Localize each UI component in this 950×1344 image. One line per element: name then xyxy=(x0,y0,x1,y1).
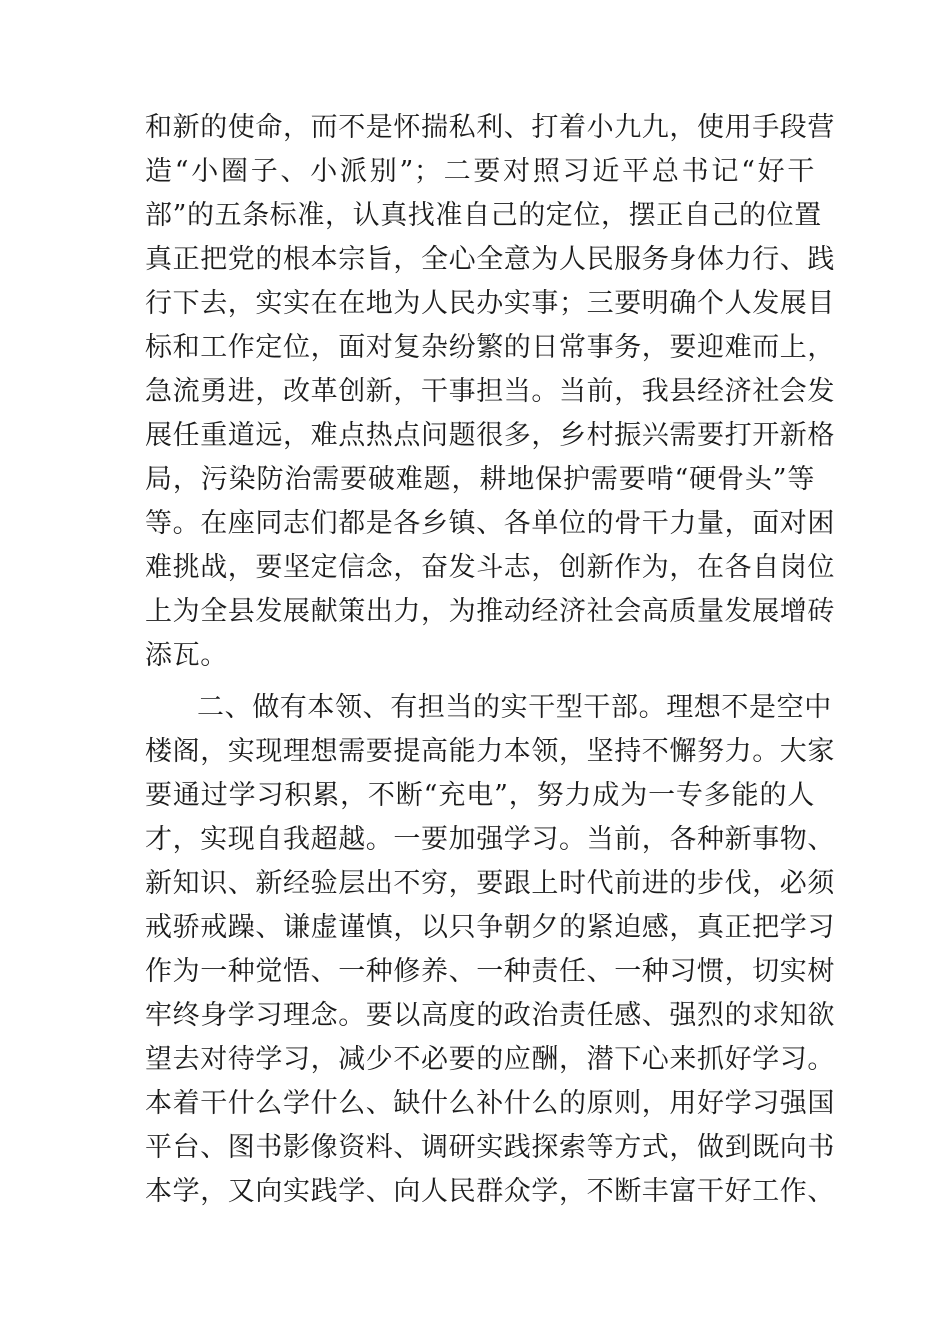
text-line: 行下去，实实在在地为人民办实事；三要明确个人发展目 xyxy=(145,288,835,319)
text-line: 和新的使命，而不是怀揣私利、打着小九九，使用手段营 xyxy=(145,112,835,143)
text-line: 戒骄戒躁、谦虚谨慎，以只争朝夕的紧迫感，真正把学习 xyxy=(145,912,835,943)
text-line: 本着干什么学什么、缺什么补什么的原则，用好学习强国 xyxy=(145,1088,835,1119)
text-line: 展任重道远，难点热点问题很多，乡村振兴需要打开新格 xyxy=(145,420,835,451)
text-line: 牢终身学习理念。要以高度的政治责任感、强烈的求知欲 xyxy=(145,1000,835,1031)
text-line: 新知识、新经验层出不穷，要跟上时代前进的步伐，必须 xyxy=(145,868,835,899)
text-line: 楼阁，实现理想需要提高能力本领，坚持不懈努力。大家 xyxy=(145,736,835,767)
text-line: 真正把党的根本宗旨，全心全意为人民服务身体力行、践 xyxy=(145,244,835,275)
text-line: 平台、图书影像资料、调研实践探索等方式，做到既向书 xyxy=(145,1132,835,1163)
text-line: 作为一种觉悟、一种修养、一种责任、一种习惯，切实树 xyxy=(145,956,835,987)
text-line: 标和工作定位，面对复杂纷繁的日常事务，要迎难而上， xyxy=(145,332,835,363)
text-line: 造“小圈子、小派别”；二要对照习近平总书记“好干 xyxy=(145,156,815,187)
text-line: 难挑战，要坚定信念，奋发斗志，创新作为，在各自岗位 xyxy=(145,552,835,583)
text-line: 要通过学习积累，不断“充电”，努力成为一专多能的人 xyxy=(145,780,815,811)
text-line: 望去对待学习，减少不必要的应酬，潜下心来抓好学习。 xyxy=(145,1044,835,1075)
text-line: 局，污染防治需要破难题，耕地保护需要啃“硬骨头”等 xyxy=(145,464,815,495)
text-line: 二、做有本领、有担当的实干型干部。理想不是空中 xyxy=(197,692,832,723)
text-line: 急流勇进，改革创新，干事担当。当前，我县经济社会发 xyxy=(145,376,835,407)
text-line: 等。在座同志们都是各乡镇、各单位的骨干力量，面对困 xyxy=(145,508,835,539)
text-line: 添瓦。 xyxy=(145,640,228,671)
text-line: 才，实现自我超越。一要加强学习。当前，各种新事物、 xyxy=(145,824,835,855)
text-line: 本学，又向实践学、向人民群众学，不断丰富干好工作、 xyxy=(145,1176,835,1207)
text-line: 部”的五条标准，认真找准自己的定位，摆正自己的位置 xyxy=(145,200,822,231)
text-line: 上为全县发展献策出力，为推动经济社会高质量发展增砖 xyxy=(145,596,835,627)
